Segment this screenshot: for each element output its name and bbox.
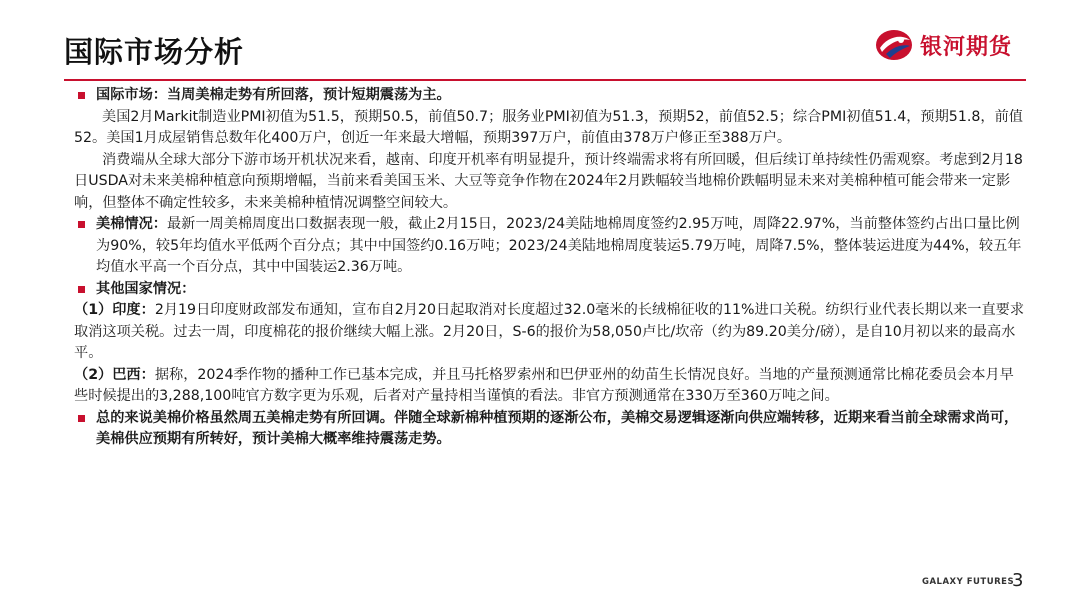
bullet-summary bbox=[74, 408, 1026, 451]
intl-heading: 国际市场：当周美棉走势有所回落，预计短期震荡为主。 bbox=[96, 87, 451, 103]
india-paragraph bbox=[74, 300, 1026, 365]
us-cotton-text: 最新一周美棉周度出口数据表现一般，截止2月15日，2023/24美陆地棉周度签约2.95万吨，周降22.97%，当前整体签约占出口量比例为90%，较5年均值水平低两个百分点；其中中国签约0.16万吨；2023/24美陆地棉周度装运5.79万吨，周降7.5%，整体装运进度为44%，较五年均值水平高一个百分点，其中中国装运2.36万吨。 bbox=[96, 216, 1022, 275]
india-label: （1）印度： bbox=[74, 302, 155, 318]
intl-paragraph-pmi: 美国2月Markit制造业PMI初值为51.5，预期50.5，前值50.7；服务业PMI初值为51.3，预期52，前值52.5；综合PMI初值51.4，预期51.8，前值52。美国1月成屋销售总数年化400万户，创近一年来最大增幅，预期397万户，前值由378万户修正至388万户。 bbox=[74, 108, 1023, 146]
red-square-bullet-icon bbox=[78, 221, 85, 228]
bullet-us-cotton bbox=[74, 214, 1026, 279]
other-countries-heading: 其他国家情况： bbox=[96, 280, 196, 297]
red-square-bullet-icon bbox=[78, 415, 85, 422]
bullet-other-countries bbox=[74, 279, 1026, 301]
footer-brand: GALAXY FUTURES bbox=[922, 577, 1015, 587]
page-number: 3 bbox=[1012, 570, 1024, 591]
logo-text: 银河期货 bbox=[920, 34, 1013, 60]
red-square-bullet-icon bbox=[78, 92, 85, 99]
page-title: 国际市场分析 bbox=[64, 35, 245, 69]
red-square-bullet-icon bbox=[78, 286, 85, 293]
header-divider bbox=[64, 79, 1026, 81]
slide-content bbox=[74, 85, 1026, 451]
bullet-intl-heading bbox=[74, 85, 1026, 107]
slide-header bbox=[0, 0, 1080, 80]
company-logo bbox=[874, 28, 1012, 62]
galaxy-logo-icon bbox=[874, 28, 914, 62]
summary-text: 总的来说美棉价格虽然周五美棉走势有所回调。伴随全球新棉种植预期的逐渐公布，美棉交易逻辑逐渐向供应端转移，近期来看当前全球需求尚可，美棉供应预期有所转好，预计美棉大概率维持震荡走势。 bbox=[96, 409, 1019, 447]
india-text: 2月19日印度财政部发布通知，宣布自2月20日起取消对长度超过32.0毫米的长绒棉征收的11%进口关税。纺织行业代表长期以来一直要求取消这项关税。过去一周，印度棉花的报价继续大幅上涨。2月20日，S-6的报价为58,050卢比/坎帝（约为89.20美分/磅），是自10月初以来的最高水平。 bbox=[74, 302, 1025, 361]
us-cotton-label: 美棉情况： bbox=[96, 216, 167, 232]
brazil-paragraph bbox=[74, 365, 1026, 408]
brazil-text: 据称，2024季作物的播种工作已基本完成，并且马托格罗索州和巴伊亚州的幼苗生长情况良好。当地的产量预测通常比棉花委员会本月早些时候提出的3,288,100吨官方数字更为乐观，后者对产量持相当谨慎的看法。非官方预测通常在330万至360万吨之间。 bbox=[74, 366, 1014, 404]
brazil-label: （2）巴西： bbox=[74, 366, 155, 383]
intl-paragraph-demand: 消费端从全球大部分下游市场开机状况来看，越南、印度开机率有明显提升，预计终端需求将有所回暖，但后续订单持续性仍需观察。考虑到2月18日USDA对未来美棉种植意向预期增幅，当前来看美国玉米、大豆等竞争作物在2024年2月跌幅较当地棉价跌幅明显未来对美棉种植可能会带来一定影响，但整体不确定性较多，未来美棉种植情况调整空间较大。 bbox=[74, 151, 1023, 211]
